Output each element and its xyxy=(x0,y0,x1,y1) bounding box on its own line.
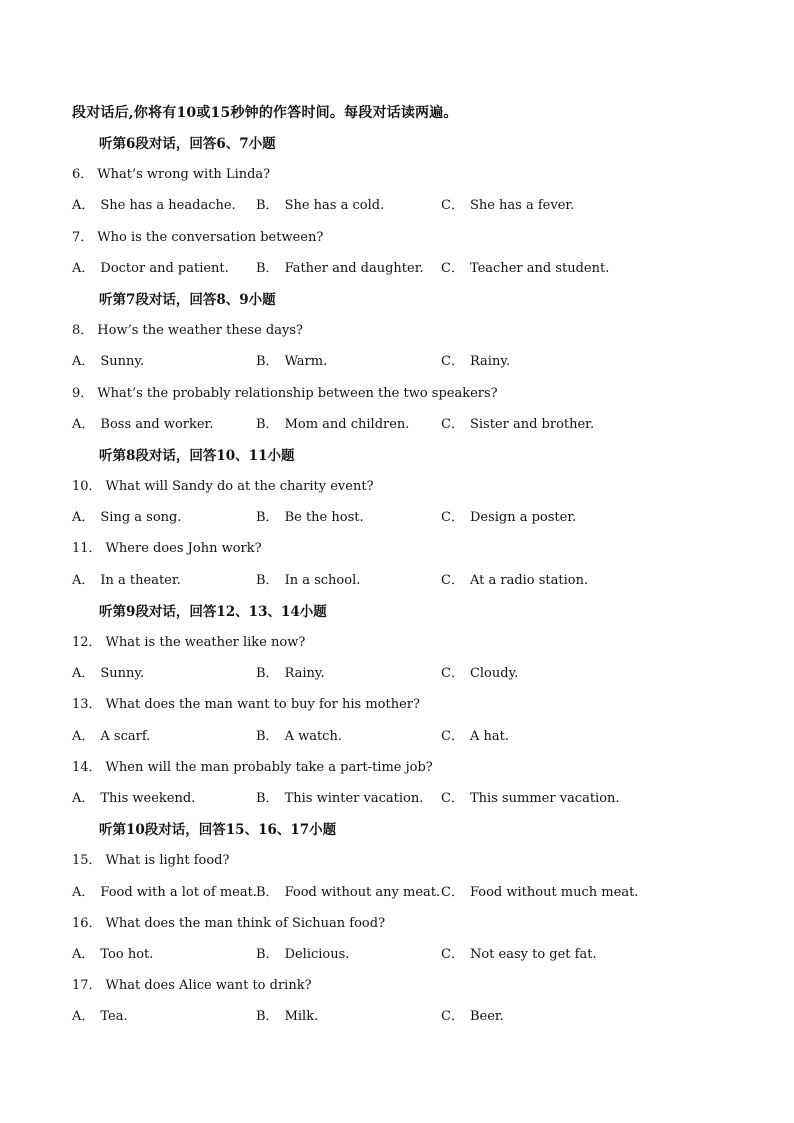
question xyxy=(0,476,794,507)
option-text: Teacher and student. xyxy=(469,260,610,276)
option-a xyxy=(72,351,144,373)
question-text: What does the man think of Sichuan food? xyxy=(105,915,386,931)
option-c xyxy=(441,195,574,217)
option-letter: B． xyxy=(256,416,279,432)
instruction-text: 段对话后,你将有10或15秒钟的作答时间。每段对话读两遍。 xyxy=(72,105,458,121)
answer-options xyxy=(0,663,794,694)
option-c xyxy=(441,258,609,280)
option-c xyxy=(441,1006,504,1028)
option-letter: A． xyxy=(72,416,95,432)
option-text: Beer. xyxy=(469,1009,504,1025)
question-text: When will the man probably take a part-time job? xyxy=(105,759,433,775)
answer-options xyxy=(0,570,794,601)
option-letter: C． xyxy=(441,572,464,588)
option-letter: B． xyxy=(256,666,279,682)
option-a xyxy=(72,663,144,685)
option-c xyxy=(441,570,588,592)
question-text: What is light food? xyxy=(105,853,230,869)
question xyxy=(0,538,794,569)
section-heading: 听第7段对话，回答8、9小题 xyxy=(99,291,276,308)
option-c xyxy=(441,507,576,529)
option-letter: A． xyxy=(72,666,95,682)
option-letter: A． xyxy=(72,198,95,214)
option-letter: C． xyxy=(441,260,464,276)
option-text: Food without any meat. xyxy=(284,884,441,900)
option-text: Sister and brother. xyxy=(469,416,595,432)
question-text: How’s the weather these days? xyxy=(97,323,303,339)
question-number: 17． xyxy=(72,978,102,994)
option-letter: A． xyxy=(72,884,95,900)
option-letter: C． xyxy=(441,666,464,682)
option-letter: B． xyxy=(256,728,279,744)
answer-options xyxy=(0,882,794,913)
option-letter: C． xyxy=(441,510,464,526)
option-c xyxy=(441,788,620,810)
option-letter: B． xyxy=(256,260,279,276)
answer-options xyxy=(0,195,794,226)
option-c xyxy=(441,726,509,748)
option-letter: A． xyxy=(72,790,95,806)
question-text: What’s the probably relationship between the two speakers? xyxy=(97,385,498,401)
option-c xyxy=(441,414,594,436)
option-b xyxy=(256,663,325,685)
option-letter: C． xyxy=(441,728,464,744)
option-text: She has a cold. xyxy=(284,198,385,214)
answer-options xyxy=(0,788,794,819)
question-text: What will Sandy do at the charity event? xyxy=(105,479,374,495)
answer-options xyxy=(0,351,794,382)
option-text: Rainy. xyxy=(284,666,325,682)
option-a xyxy=(72,258,229,280)
option-c xyxy=(441,663,518,685)
section-heading: 听第8段对话，回答10、11小题 xyxy=(99,447,295,464)
question xyxy=(0,975,794,1006)
section-heading: 听第10段对话，回答15、16、17小题 xyxy=(99,822,337,839)
option-text: In a theater. xyxy=(100,572,181,588)
option-letter: A． xyxy=(72,728,95,744)
question-text: What does Alice want to drink? xyxy=(105,978,312,994)
option-letter: C． xyxy=(441,946,464,962)
option-letter: C． xyxy=(441,354,464,370)
option-text: Warm. xyxy=(284,354,328,370)
option-text: Mom and children. xyxy=(284,416,410,432)
question-number: 6． xyxy=(72,167,94,183)
option-text: At a radio station. xyxy=(469,572,589,588)
option-letter: B． xyxy=(256,572,279,588)
option-a xyxy=(72,570,181,592)
option-c xyxy=(441,351,510,373)
option-letter: C． xyxy=(441,416,464,432)
option-b xyxy=(256,507,364,529)
answer-options xyxy=(0,944,794,975)
answer-options xyxy=(0,414,794,445)
option-letter: A． xyxy=(72,946,95,962)
option-a xyxy=(72,1006,128,1028)
option-a xyxy=(72,414,213,436)
option-letter: B． xyxy=(256,198,279,214)
option-b xyxy=(256,414,409,436)
option-text: A hat. xyxy=(469,728,509,744)
question-number: 15． xyxy=(72,853,102,869)
question xyxy=(0,694,794,725)
option-b xyxy=(256,882,440,904)
option-letter: B． xyxy=(256,946,279,962)
question-number: 11． xyxy=(72,541,102,557)
option-b xyxy=(256,944,349,966)
option-text: Sunny. xyxy=(100,666,145,682)
question-text: What’s wrong with Linda? xyxy=(97,167,271,183)
option-a xyxy=(72,726,150,748)
option-text: Food without much meat. xyxy=(469,884,639,900)
option-a xyxy=(72,195,236,217)
option-letter: A． xyxy=(72,354,95,370)
section-heading: 听第9段对话，回答12、13、14小题 xyxy=(99,603,327,620)
option-letter: B． xyxy=(256,790,279,806)
option-text: Too hot. xyxy=(100,946,154,962)
question-text: Where does John work? xyxy=(105,541,262,557)
option-letter: A． xyxy=(72,260,95,276)
option-text: Rainy. xyxy=(469,354,511,370)
question-list xyxy=(0,133,794,1037)
answer-options xyxy=(0,258,794,289)
option-a xyxy=(72,788,195,810)
option-text: This winter vacation. xyxy=(284,790,424,806)
question xyxy=(0,320,794,351)
option-letter: C． xyxy=(441,1009,464,1025)
question xyxy=(0,757,794,788)
question xyxy=(0,850,794,881)
option-text: This weekend. xyxy=(100,790,196,806)
option-text: A watch. xyxy=(284,728,342,744)
option-letter: C． xyxy=(441,884,464,900)
option-b xyxy=(256,351,327,373)
option-a xyxy=(72,507,182,529)
option-text: Cloudy. xyxy=(469,666,519,682)
option-letter: A． xyxy=(72,510,95,526)
option-text: Food with a lot of meat. xyxy=(100,884,257,900)
question-number: 13． xyxy=(72,697,102,713)
question-text: Who is the conversation between? xyxy=(97,229,324,245)
option-letter: C． xyxy=(441,198,464,214)
option-text: She has a fever. xyxy=(469,198,575,214)
option-text: In a school. xyxy=(284,572,361,588)
question xyxy=(0,164,794,195)
question-number: 9． xyxy=(72,385,94,401)
question xyxy=(0,383,794,414)
option-c xyxy=(441,944,597,966)
option-letter: A． xyxy=(72,572,95,588)
option-text: Not easy to get fat. xyxy=(469,946,597,962)
option-text: Design a poster. xyxy=(469,510,577,526)
option-b xyxy=(256,788,423,810)
option-letter: B． xyxy=(256,884,279,900)
question xyxy=(0,913,794,944)
option-a xyxy=(72,944,153,966)
option-c xyxy=(441,882,638,904)
option-letter: C． xyxy=(441,790,464,806)
answer-options xyxy=(0,507,794,538)
question-number: 14． xyxy=(72,759,102,775)
option-text: Tea. xyxy=(100,1009,128,1025)
question-number: 10． xyxy=(72,479,102,495)
option-a xyxy=(72,882,257,904)
option-text: She has a headache. xyxy=(100,198,236,214)
option-text: Sing a song. xyxy=(100,510,182,526)
section-heading: 听第6段对话，回答6、7小题 xyxy=(99,136,276,152)
question-number: 8． xyxy=(72,323,94,339)
option-letter: B． xyxy=(256,1009,279,1025)
option-text: Milk. xyxy=(284,1009,319,1025)
question-text: What does the man want to buy for his mother? xyxy=(105,697,420,713)
option-b xyxy=(256,1006,318,1028)
question xyxy=(0,227,794,258)
option-b xyxy=(256,195,384,217)
answer-options xyxy=(0,1006,794,1037)
option-text: A scarf. xyxy=(100,728,151,744)
option-text: Boss and worker. xyxy=(100,416,214,432)
option-text: Delicious. xyxy=(284,946,350,962)
option-b xyxy=(256,258,424,280)
option-text: Doctor and patient. xyxy=(100,260,229,276)
option-b xyxy=(256,726,342,748)
option-letter: B． xyxy=(256,354,279,370)
option-text: This summer vacation. xyxy=(469,790,620,806)
option-b xyxy=(256,570,360,592)
option-letter: A． xyxy=(72,1009,95,1025)
question-text: What is the weather like now? xyxy=(105,635,306,650)
option-text: Father and daughter. xyxy=(284,260,424,276)
answer-options xyxy=(0,726,794,757)
option-text: Sunny. xyxy=(100,354,145,370)
option-letter: B． xyxy=(256,510,279,526)
option-text: Be the host. xyxy=(284,510,364,526)
question xyxy=(0,632,794,663)
question-number: 12． xyxy=(72,635,102,650)
question-number: 16． xyxy=(72,915,102,931)
question-number: 7． xyxy=(72,229,94,245)
